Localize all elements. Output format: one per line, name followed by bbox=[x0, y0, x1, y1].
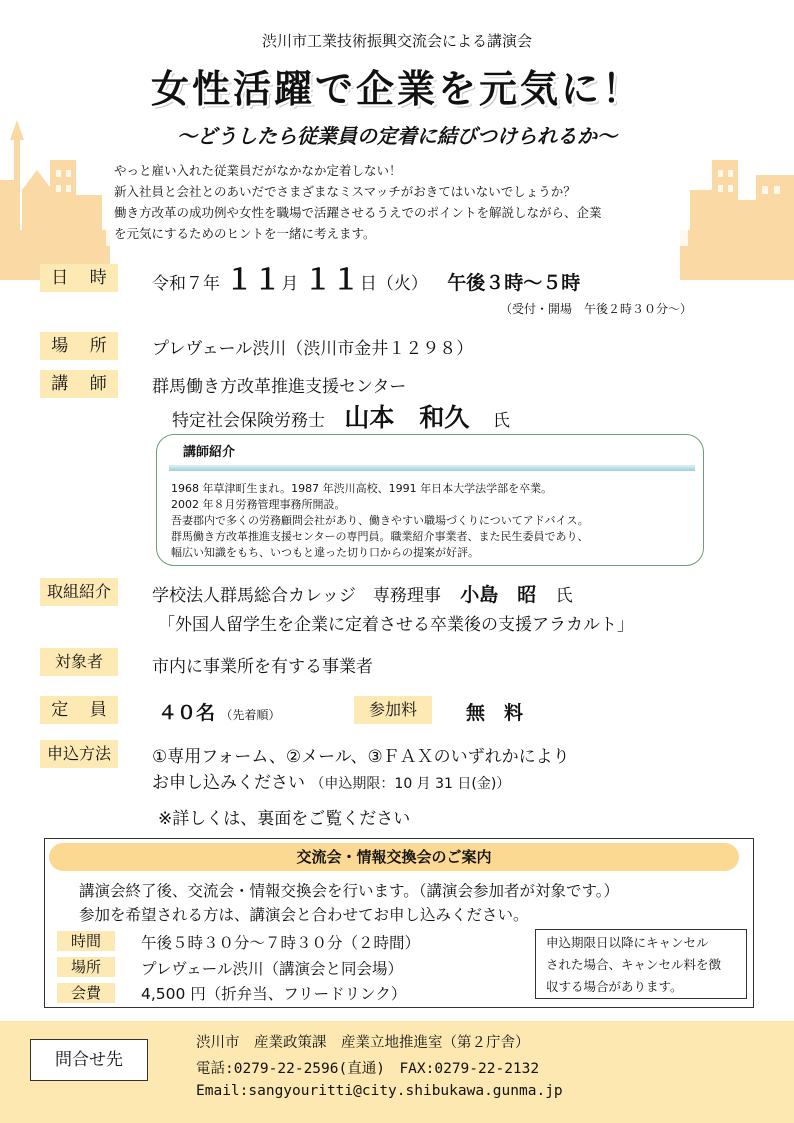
intro-line: やっと雇い入れた従業員だがなかなか定着しない！ bbox=[114, 163, 402, 178]
exchange-line2: 参加を希望される方は、講演会と合わせてお申し込みください。 bbox=[79, 906, 529, 924]
see-back-note: ※詳しくは、裏面をご覧ください bbox=[158, 809, 411, 829]
month-unit: 月 bbox=[281, 274, 299, 294]
organizer-line: 渋川市工業技術振興交流会による講演会 bbox=[261, 32, 532, 50]
contact-label: 問合せ先 bbox=[30, 1039, 148, 1081]
initiative-label: 取組紹介 bbox=[40, 578, 118, 606]
initiative-honorific: 氏 bbox=[555, 586, 573, 606]
apply-instruction: お申し込みください bbox=[152, 773, 305, 793]
apply-label: 申込方法 bbox=[40, 740, 118, 768]
lecturer-title: 特定社会保険労務士 bbox=[172, 411, 325, 431]
capacity-value: ４０名 bbox=[158, 702, 216, 724]
venue-label: 場 所 bbox=[40, 332, 118, 360]
datetime-label: 日 時 bbox=[40, 264, 118, 292]
era: 令和７年 bbox=[152, 274, 220, 294]
page-title: 女性活躍で企業を元気に！ bbox=[150, 67, 643, 111]
capacity-label: 定 員 bbox=[40, 696, 118, 724]
venue-value: プレヴェール渋川（渋川市金井１２９８） bbox=[152, 339, 474, 359]
lecturer-label: 講 師 bbox=[40, 370, 118, 398]
target-value: 市内に事業所を有する事業者 bbox=[152, 657, 373, 677]
lecturer-name: 山本 和久 bbox=[344, 403, 470, 432]
contact-phone: 電話:0279-22-2596(直通) FAX:0279-22-2132 bbox=[196, 1061, 540, 1077]
contact-department: 渋川市 産業政策課 産業立地推進室（第２庁舎） bbox=[196, 1035, 530, 1051]
apply-deadline: （申込期限：10 月 31 日(金)） bbox=[310, 776, 511, 792]
apply-line2 bbox=[152, 768, 510, 793]
initiative-topic: 「外国人留学生を企業に定着させる卒業後の支援アラカルト」 bbox=[158, 615, 634, 635]
intro-line: 新入社員と会社とのあいだでさまざまなミスマッチがおきてはいないでしょうか？ bbox=[114, 184, 576, 199]
datetime-value bbox=[152, 258, 580, 298]
event-time: 午後３時～５時 bbox=[447, 272, 581, 294]
profile-line: 吾妻郡内で多くの労務顧問会社があり、働きやすい職場づくりについてアドバイス。 bbox=[171, 514, 589, 527]
contact-footer bbox=[0, 1021, 794, 1123]
profile-line: 幅広い知識をもち、いつもと違った切り口からの提案が好評。 bbox=[171, 546, 479, 559]
profile-heading: 講師紹介 bbox=[183, 445, 236, 460]
day-unit: 日（火） bbox=[359, 274, 428, 294]
cancel-line: 収する場合があります。 bbox=[546, 979, 683, 994]
exchange-venue-value: プレヴェール渋川（講演会と同会場） bbox=[141, 960, 403, 978]
profile-text bbox=[171, 481, 697, 561]
contact-email: Email:sangyouritti@city.shibukawa.gunma.jp bbox=[196, 1083, 563, 1099]
capacity-line bbox=[158, 698, 280, 725]
cancel-line: 申込期限日以降にキャンセル bbox=[546, 935, 709, 950]
exchange-time-label: 時間 bbox=[57, 931, 115, 951]
fee-label: 参加料 bbox=[354, 696, 432, 724]
profile-line: 1968 年草津町生まれ。1987 年渋川高校、1991 年日本大学法学部を卒業。 bbox=[171, 482, 553, 495]
lecturer-honorific: 氏 bbox=[492, 411, 510, 431]
apply-line1: ①専用フォーム、②メール、③ＦＡＸのいずれかにより bbox=[152, 747, 570, 767]
exchange-line1: 講演会終了後、交流会・情報交換会を行います。（講演会参加者が対象です。） bbox=[79, 882, 620, 900]
initiative-name: 小島 昭 bbox=[460, 584, 537, 606]
reception-time: （受付・開場 午後２時３０分～） bbox=[500, 302, 693, 316]
exchange-venue-label: 場所 bbox=[57, 957, 115, 977]
day: １１ bbox=[303, 263, 360, 296]
fee-value: 無 料 bbox=[466, 702, 524, 724]
exchange-fee-value: 4,500 円（折弁当、フリードリンク） bbox=[141, 985, 407, 1003]
target-label: 対象者 bbox=[40, 648, 118, 676]
profile-line: 2002 年８月労務管理事務所開設。 bbox=[171, 498, 346, 511]
lecturer-line bbox=[172, 398, 510, 434]
profile-divider bbox=[169, 465, 695, 471]
exchange-fee-label: 会費 bbox=[57, 983, 115, 1003]
page-subtitle: ～どうしたら従業員の定着に結びつけられるか～ bbox=[177, 124, 617, 148]
initiative-line bbox=[152, 580, 573, 607]
capacity-note: （先着順） bbox=[220, 708, 281, 722]
cancellation-note bbox=[535, 929, 747, 999]
lecturer-profile-box bbox=[156, 434, 704, 566]
intro-line: 働き方改革の成功例や女性を職場で活躍させるうえでのポイントを解説しながら、企業 bbox=[114, 205, 602, 220]
exchange-heading: 交流会・情報交換会のご案内 bbox=[49, 843, 739, 871]
initiative-org: 学校法人群馬総合カレッジ 専務理事 bbox=[152, 586, 441, 606]
intro-text bbox=[106, 154, 688, 246]
month: １１ bbox=[225, 263, 282, 296]
cancel-line: された場合、キャンセル料を徴 bbox=[546, 957, 722, 972]
profile-line: 群馬働き方改革推進支援センターの専門員。職業紹介事業者、また民生委員であり、 bbox=[171, 530, 589, 543]
exchange-section bbox=[44, 838, 754, 1008]
intro-line: を元気にするためのヒントを一緒に考えます。 bbox=[114, 226, 376, 241]
exchange-time-value: 午後５時３０分～７時３０分（２時間） bbox=[141, 934, 421, 952]
lecturer-org: 群馬働き方改革推進支援センター bbox=[152, 377, 407, 397]
